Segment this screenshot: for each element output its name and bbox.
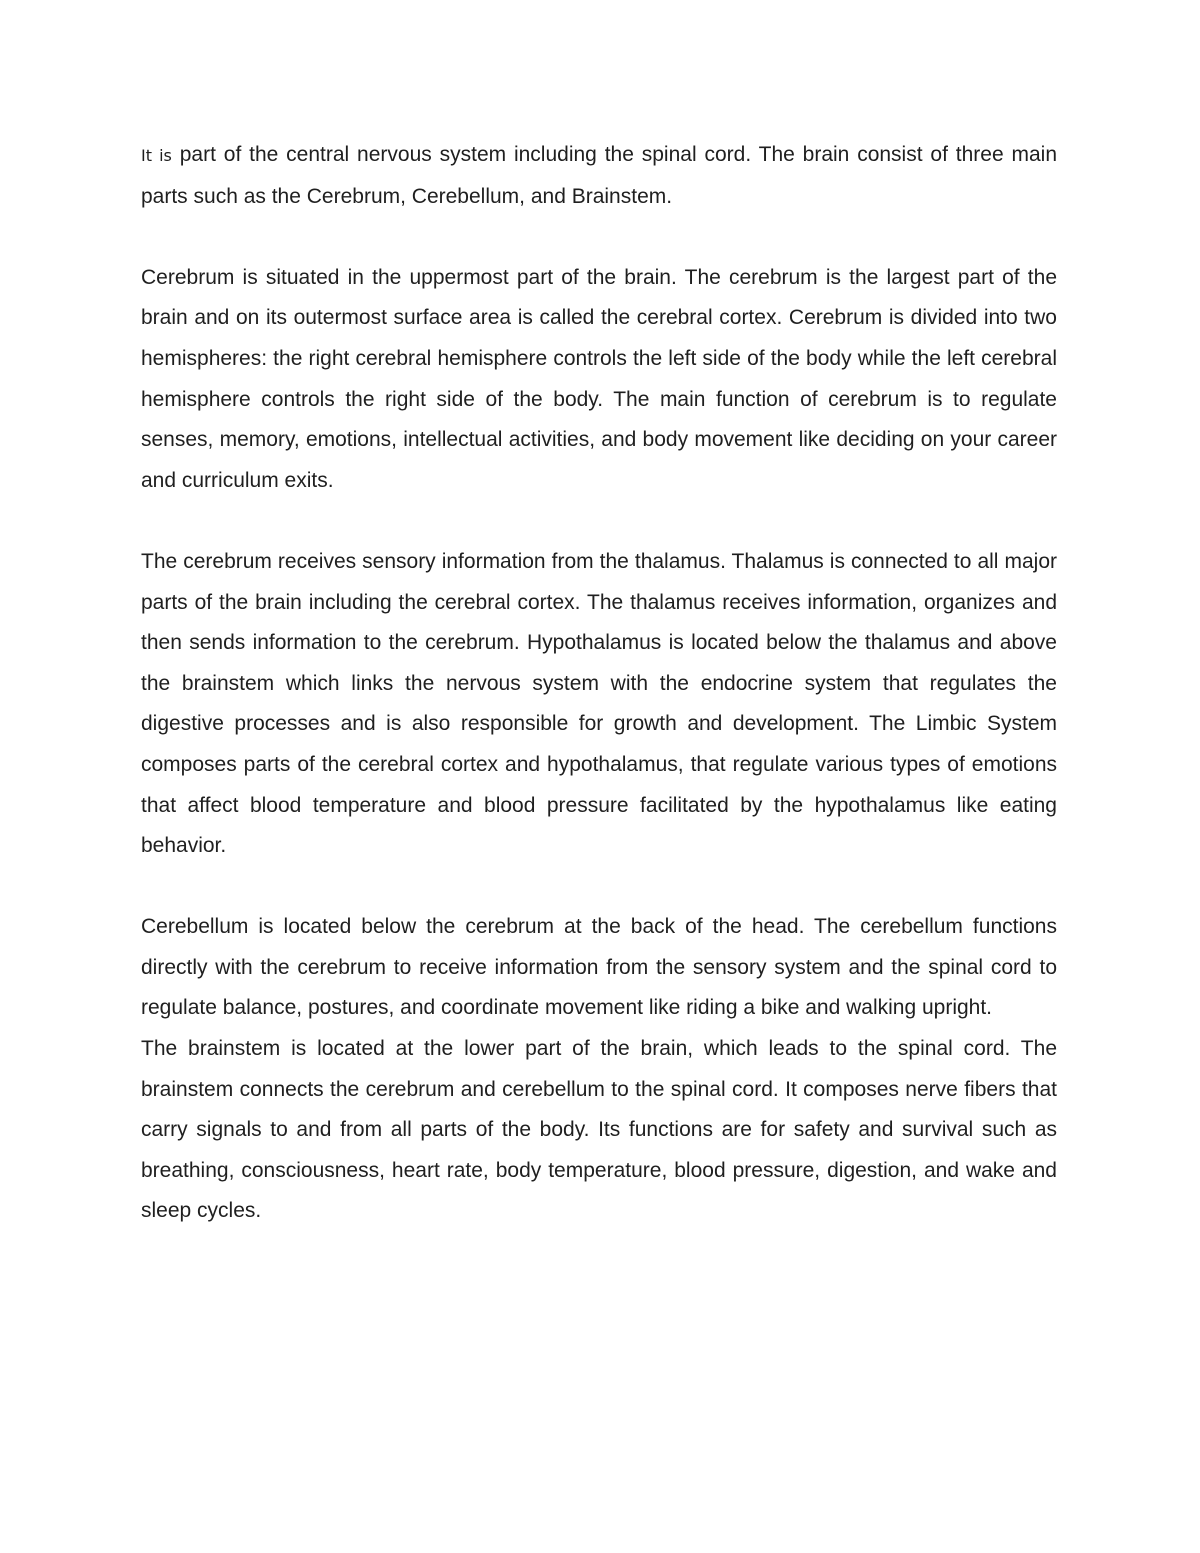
paragraph-cerebrum: Cerebrum is situated in the uppermost part of the brain. The cerebrum is the largest part of the brain and on its outermost surface area is called the cerebral cortex. Cerebrum is divided into two hemispheres: the right cerebral hemisphere controls the left side of the body while the left cerebral hemisphere controls the right side of the body. The main function of cerebrum is to regulate senses, memory, emotions, intellectual activities, and body movement like deciding on your career and curriculum exits.: [141, 265, 1057, 492]
document-body: [141, 135, 1057, 1232]
paragraph-text: part of the central nervous system including the spinal cord. The brain consist of three main parts such as the Cerebrum, Cerebellum, and Brainstem.: [141, 143, 1057, 208]
paragraph-brainstem: The brainstem is located at the lower part of the brain, which leads to the spinal cord. The brainstem connects the cerebrum and cerebellum to the spinal cord. It composes nerve fibers that carry signals to and from all parts of the body. Its functions are for safety and survival such as breathing, consciousness, heart rate, body temperature, blood pressure, digestion, and wake and sleep cycles.: [141, 1037, 1057, 1223]
paragraph-brain-intro: [141, 135, 1057, 217]
paragraph-lead-text: It is: [141, 146, 172, 165]
paragraph-cerebellum: Cerebellum is located below the cerebrum at the back of the head. The cerebellum functions directly with the cerebrum to receive information from the sensory system and the spinal cord to regulate balance, postures, and coordinate movement like riding a bike and walking upright.: [141, 915, 1057, 1020]
paragraph-thalamus: The cerebrum receives sensory information from the thalamus. Thalamus is connected to all major parts of the brain including the cerebral cortex. The thalamus receives information, organizes and then sends information to the cerebrum. Hypothalamus is located below the thalamus and above the brainstem which links the nervous system with the endocrine system that regulates the digestive processes and is also responsible for growth and development. The Limbic System composes parts of the cerebral cortex and hypothalamus, that regulate various types of emotions that affect blood temperature and blood pressure facilitated by the hypothalamus like eating behavior.: [141, 549, 1057, 858]
